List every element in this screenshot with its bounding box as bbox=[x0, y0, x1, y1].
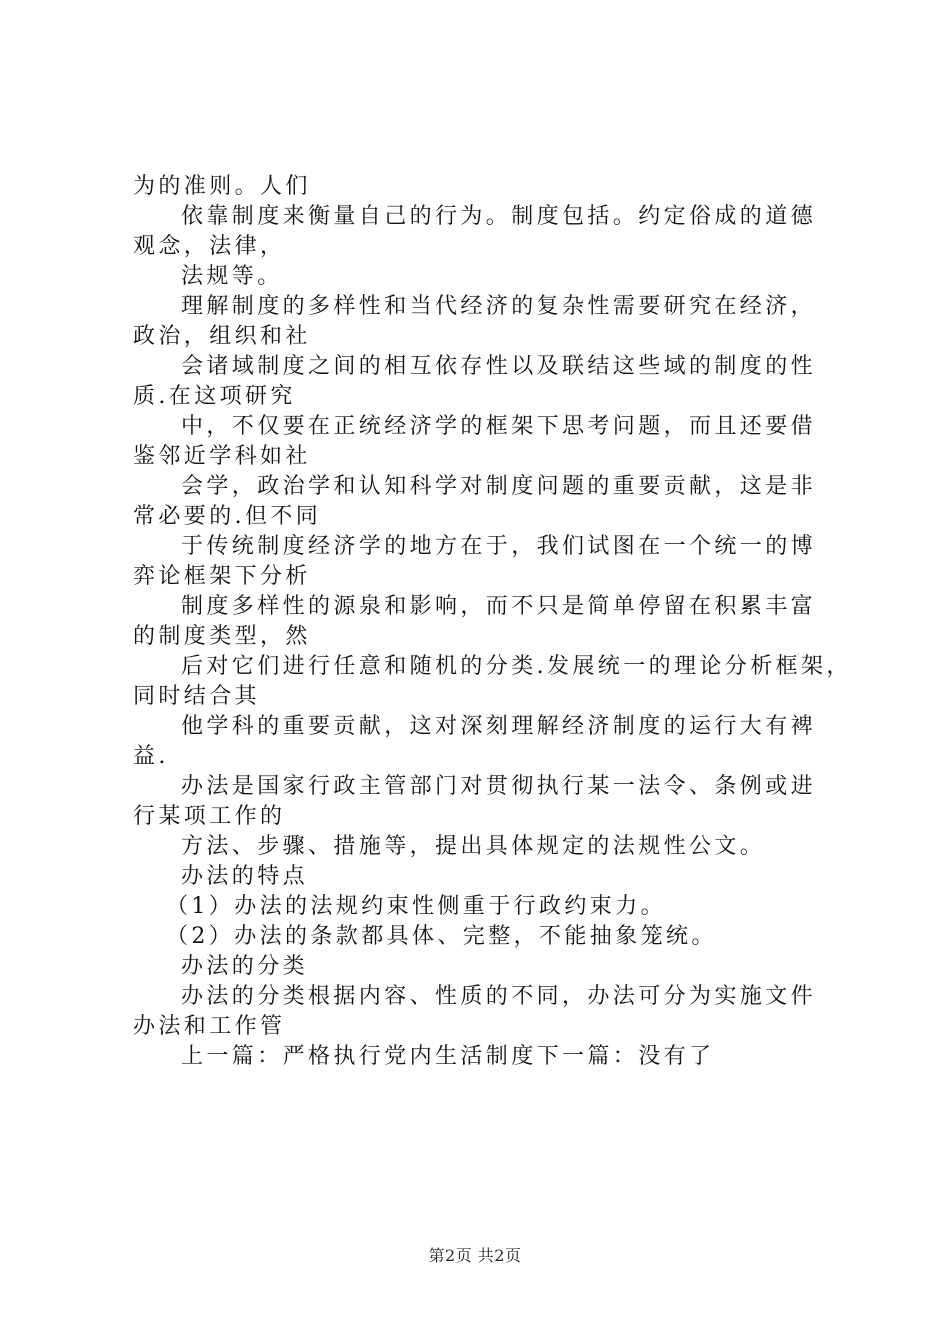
page-footer: 第2页 共2页 bbox=[428, 1246, 522, 1265]
text-line: 同时结合其 bbox=[133, 684, 261, 709]
text-line: 办法和工作管 bbox=[133, 1014, 286, 1039]
text-line: 质.在这项研究 bbox=[133, 384, 296, 409]
text-line: 办法的分类 bbox=[181, 954, 309, 979]
text-line: 行某项工作的 bbox=[133, 804, 286, 829]
text-line: 的制度类型，然 bbox=[133, 624, 311, 649]
text-line: 弈论框架下分析 bbox=[133, 564, 311, 589]
text-line: 办法是国家行政主管部门对贯彻执行某一法令、条例或进 bbox=[181, 774, 817, 799]
text-line: 常必要的.但不同 bbox=[133, 504, 322, 529]
text-line: 鉴邻近学科如社 bbox=[133, 444, 311, 469]
text-line: 上一篇：严格执行党内生活制度下一篇：没有了 bbox=[181, 1044, 715, 1069]
text-line: 观念，法律， bbox=[133, 234, 286, 259]
text-line: 制度多样性的源泉和影响，而不只是简单停留在积累丰富 bbox=[181, 594, 817, 619]
text-line: 会学，政治学和认知科学对制度问题的重要贡献，这是非 bbox=[181, 474, 817, 499]
text-line: 于传统制度经济学的地方在于，我们试图在一个统一的博 bbox=[181, 534, 817, 559]
text-line: 会诸域制度之间的相互依存性以及联结这些域的制度的性 bbox=[181, 354, 817, 379]
text-line: （2）办法的条款都具体、完整，不能抽象笼统。 bbox=[166, 924, 717, 949]
text-line: 政治，组织和社 bbox=[133, 324, 311, 349]
document-body bbox=[133, 172, 852, 1072]
text-line: 办法的分类根据内容、性质的不同，办法可分为实施文件 bbox=[181, 984, 817, 1009]
text-line: 理解制度的多样性和当代经济的复杂性需要研究在经济， bbox=[181, 294, 817, 319]
text-line: 中，不仅要在正统经济学的框架下思考问题，而且还要借 bbox=[181, 414, 817, 439]
text-line: 法规等。 bbox=[181, 264, 283, 289]
text-line: 为的准则。人们 bbox=[133, 174, 311, 199]
text-line: 方法、步骤、措施等，提出具体规定的法规性公文。 bbox=[181, 834, 766, 859]
text-line: （1）办法的法规约束性侧重于行政约束力。 bbox=[166, 894, 666, 919]
text-line: 后对它们进行任意和随机的分类.发展统一的理论分析框架， bbox=[181, 654, 852, 679]
text-line: 依靠制度来衡量自己的行为。制度包括。约定俗成的道德 bbox=[181, 204, 817, 229]
text-line: 办法的特点 bbox=[181, 864, 309, 889]
text-line: 他学科的重要贡献，这对深刻理解经济制度的运行大有裨 bbox=[181, 714, 817, 739]
text-line: 益. bbox=[133, 744, 169, 769]
